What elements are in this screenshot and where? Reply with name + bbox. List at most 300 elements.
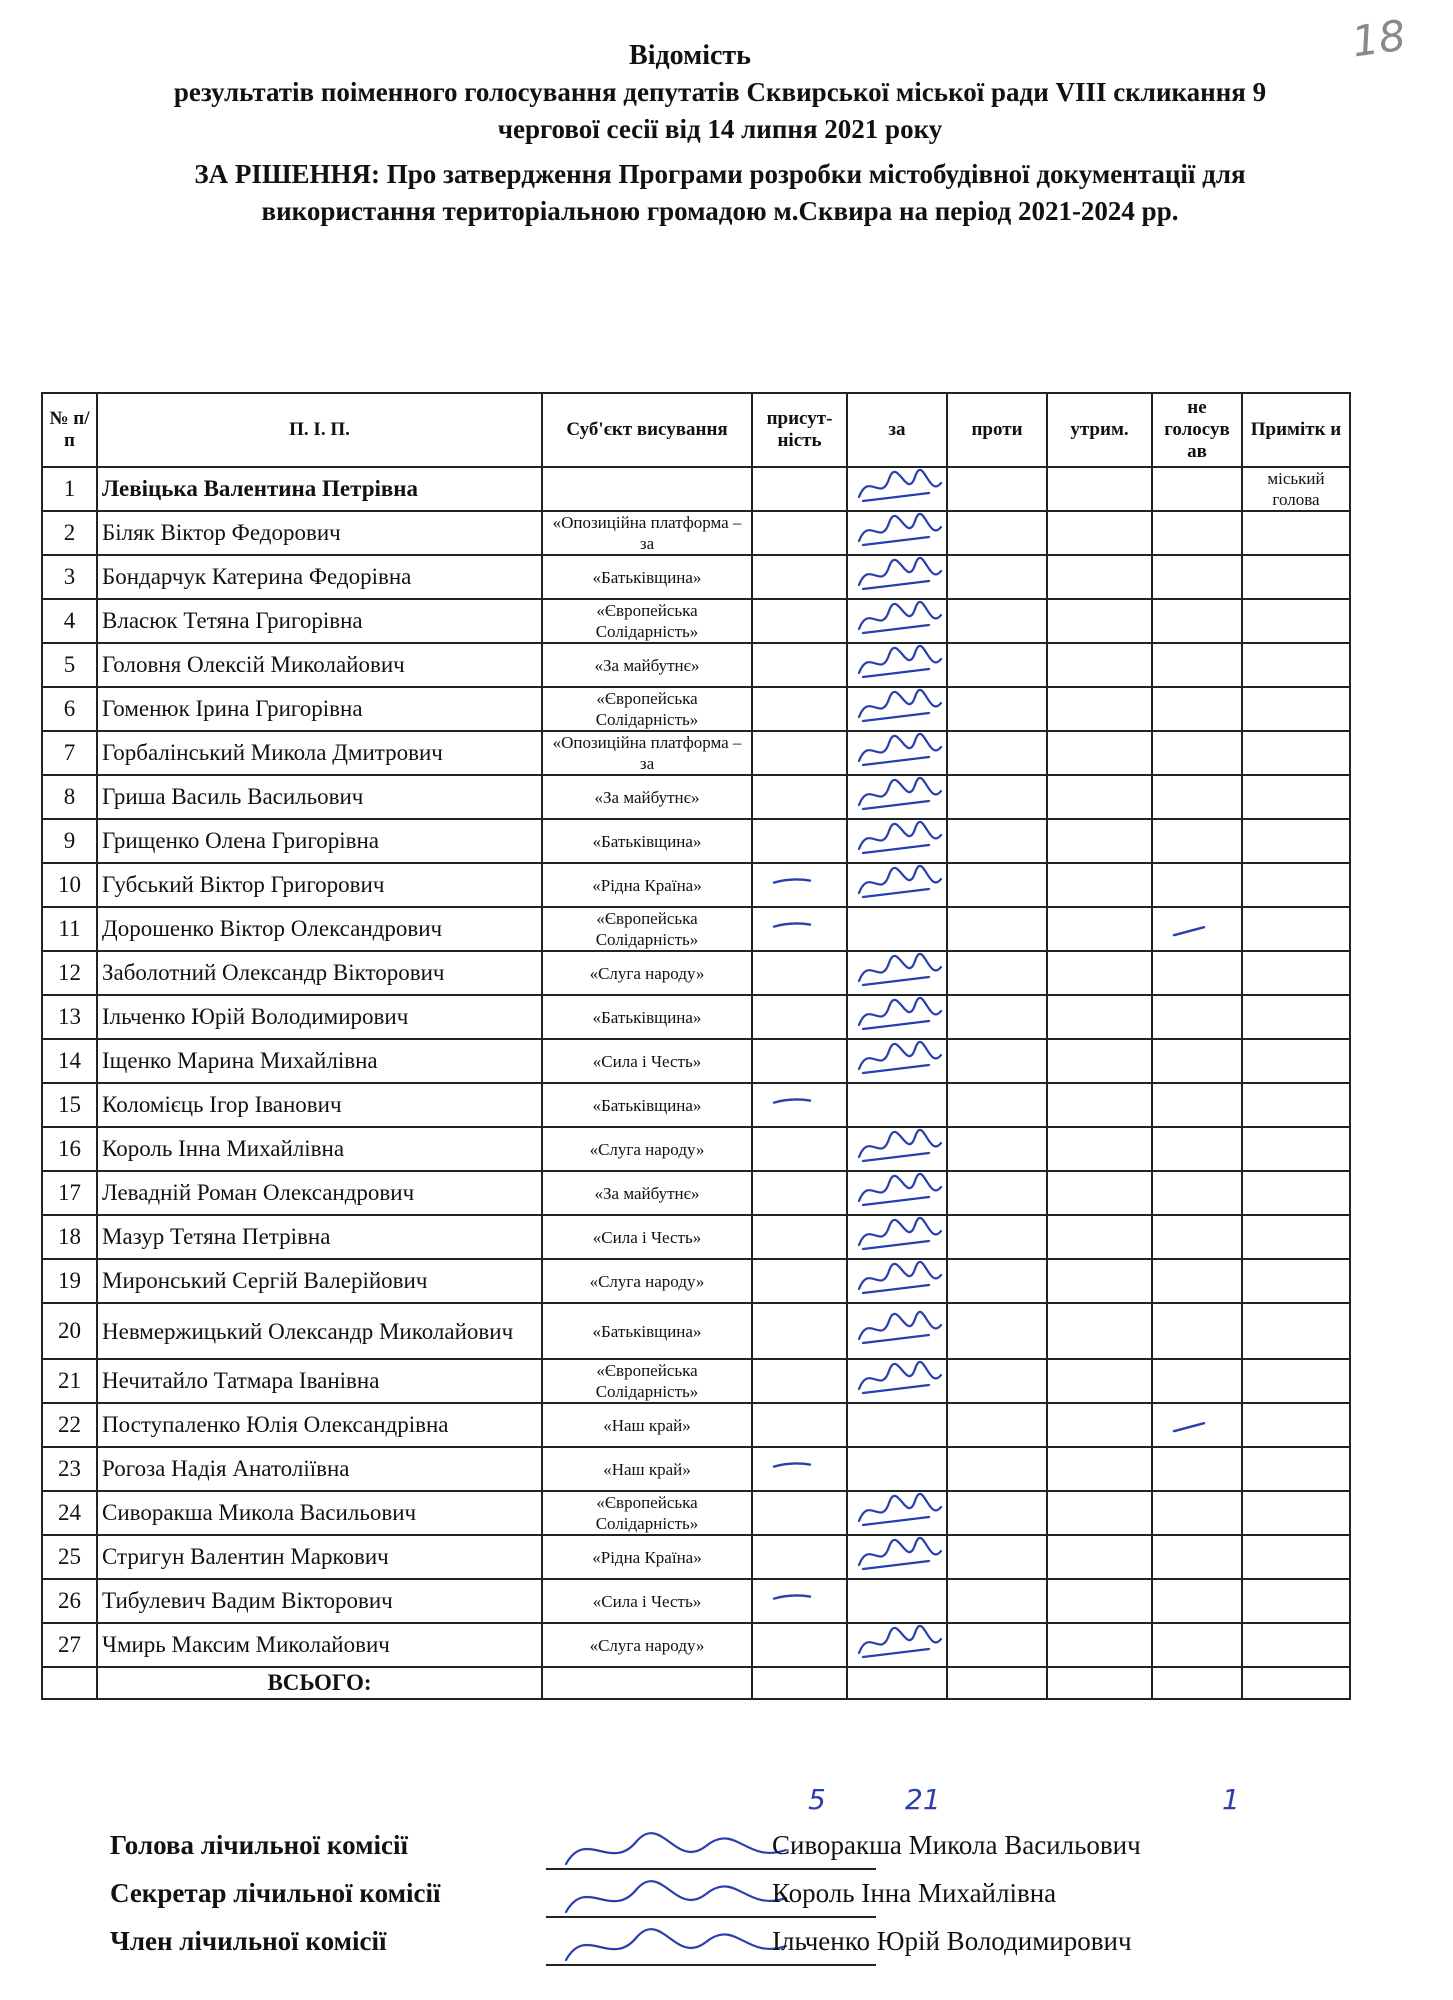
nominating-party: «Батьківщина» — [542, 995, 752, 1039]
vote-for-cell — [847, 643, 947, 687]
note-cell — [1242, 1491, 1350, 1535]
vote-for-cell — [847, 555, 947, 599]
note-cell — [1242, 1579, 1350, 1623]
abstain-cell — [1047, 1215, 1152, 1259]
vote-for-cell — [847, 1491, 947, 1535]
vote-against-cell — [947, 819, 1047, 863]
col-header-party: Суб'єкт висування — [542, 393, 752, 467]
signature-line — [546, 1964, 876, 1966]
abstain-cell — [1047, 1447, 1152, 1491]
vote-against-cell — [947, 1403, 1047, 1447]
decision-line-1: ЗА РІШЕННЯ: Про затвердження Програми розробки містобудівної документації для — [194, 159, 1246, 189]
voting-table — [41, 392, 1351, 1700]
abstain-cell — [1047, 1039, 1152, 1083]
nominating-party: «Батьківщина» — [542, 1303, 752, 1359]
nominating-party: «Опозиційна платформа – за — [542, 731, 752, 775]
deputy-name: Левіцька Валентина Петрівна — [97, 467, 542, 511]
totals-not-voted-cell — [1152, 1667, 1242, 1699]
vote-for-cell — [847, 1303, 947, 1359]
row-number: 7 — [42, 731, 97, 775]
nominating-party: «Слуга народу» — [542, 1127, 752, 1171]
row-number: 12 — [42, 951, 97, 995]
signature-line — [546, 1916, 876, 1918]
vote-for-cell — [847, 1215, 947, 1259]
abstain-cell — [1047, 1579, 1152, 1623]
presence-cell — [752, 995, 847, 1039]
table-row — [42, 1447, 1350, 1491]
abstain-cell — [1047, 555, 1152, 599]
commission-role: Член лічильної комісії — [110, 1926, 387, 1956]
vote-for-cell — [847, 467, 947, 511]
presence-cell — [752, 819, 847, 863]
vote-for-cell — [847, 1127, 947, 1171]
vote-against-cell — [947, 1303, 1047, 1359]
row-number: 8 — [42, 775, 97, 819]
row-number: 25 — [42, 1535, 97, 1579]
table-row — [42, 643, 1350, 687]
not-voted-cell — [1152, 1579, 1242, 1623]
nominating-party: «Опозиційна платформа – за — [542, 511, 752, 555]
row-number: 1 — [42, 467, 97, 511]
table-row — [42, 1359, 1350, 1403]
presence-cell — [752, 643, 847, 687]
presence-cell — [752, 599, 847, 643]
handwritten-total-presence: 5 — [808, 1783, 826, 1816]
abstain-cell — [1047, 819, 1152, 863]
not-voted-cell — [1152, 1259, 1242, 1303]
note-cell — [1242, 1303, 1350, 1359]
abstain-cell — [1047, 951, 1152, 995]
note-cell — [1242, 1259, 1350, 1303]
subtitle-line-1: результатів поіменного голосування депутатів Сквирської міської ради VIII скликання 9 — [173, 77, 1267, 107]
deputy-name: Чмирь Максим Миколайович — [97, 1623, 542, 1667]
vote-for-cell — [847, 687, 947, 731]
row-number: 6 — [42, 687, 97, 731]
note-cell — [1242, 907, 1350, 951]
deputy-name: Сиворакша Микола Васильович — [97, 1491, 542, 1535]
abstain-cell — [1047, 511, 1152, 555]
vote-for-cell — [847, 1623, 947, 1667]
vote-for-cell — [847, 1039, 947, 1083]
table-row — [42, 1083, 1350, 1127]
presence-cell — [752, 907, 847, 951]
subtitle-line-2: чергової сесії від 14 липня 2021 року — [497, 114, 943, 144]
vote-for-cell — [847, 1171, 947, 1215]
table-row — [42, 1623, 1350, 1667]
note-cell — [1242, 555, 1350, 599]
not-voted-cell — [1152, 1083, 1242, 1127]
nominating-party: «За майбутнє» — [542, 1171, 752, 1215]
note-cell — [1242, 1447, 1350, 1491]
commission-role: Голова лічильної комісії — [110, 1830, 408, 1860]
presence-cell — [752, 863, 847, 907]
col-header-against: проти — [947, 393, 1047, 467]
commission-role: Секретар лічильної комісії — [110, 1878, 441, 1908]
abstain-cell — [1047, 1259, 1152, 1303]
note-cell — [1242, 1171, 1350, 1215]
totals-empty-cell — [542, 1667, 752, 1699]
nominating-party: «Європейська Солідарність» — [542, 687, 752, 731]
not-voted-cell — [1152, 599, 1242, 643]
deputy-name: Заболотний Олександр Вікторович — [97, 951, 542, 995]
abstain-cell — [1047, 1491, 1152, 1535]
not-voted-cell — [1152, 1215, 1242, 1259]
presence-cell — [752, 1623, 847, 1667]
row-number: 11 — [42, 907, 97, 951]
row-number: 4 — [42, 599, 97, 643]
commission-row-chair — [110, 1830, 1390, 1878]
vote-for-cell — [847, 1579, 947, 1623]
deputy-name: Тибулевич Вадим Вікторович — [97, 1579, 542, 1623]
vote-against-cell — [947, 687, 1047, 731]
note-cell — [1242, 731, 1350, 775]
deputy-name: Мазур Тетяна Петрівна — [97, 1215, 542, 1259]
note-cell — [1242, 995, 1350, 1039]
table-row — [42, 819, 1350, 863]
deputy-name: Король Інна Михайлівна — [97, 1127, 542, 1171]
row-number: 14 — [42, 1039, 97, 1083]
table-row — [42, 1535, 1350, 1579]
table-row — [42, 1127, 1350, 1171]
not-voted-cell — [1152, 1623, 1242, 1667]
row-number: 18 — [42, 1215, 97, 1259]
presence-cell — [752, 1535, 847, 1579]
note-cell — [1242, 1359, 1350, 1403]
nominating-party — [542, 467, 752, 511]
totals-label: ВСЬОГО: — [97, 1667, 542, 1699]
vote-against-cell — [947, 1171, 1047, 1215]
nominating-party: «Європейська Солідарність» — [542, 907, 752, 951]
deputy-name: Головня Олексій Миколайович — [97, 643, 542, 687]
presence-cell — [752, 1215, 847, 1259]
vote-against-cell — [947, 951, 1047, 995]
row-number: 17 — [42, 1171, 97, 1215]
decision-line-2: використання територіальною громадою м.Сквира на період 2021-2024 рр. — [261, 196, 1179, 226]
table-row — [42, 1303, 1350, 1359]
note-cell: міський голова — [1242, 467, 1350, 511]
table-row — [42, 1259, 1350, 1303]
table-row — [42, 467, 1350, 511]
table-row — [42, 687, 1350, 731]
col-header-notes: Примітк и — [1242, 393, 1350, 467]
totals-empty-cell — [947, 1667, 1047, 1699]
presence-cell — [752, 775, 847, 819]
not-voted-cell — [1152, 1127, 1242, 1171]
col-header-abstain: утрим. — [1047, 393, 1152, 467]
deputy-name: Губський Віктор Григорович — [97, 863, 542, 907]
totals-for-cell — [847, 1667, 947, 1699]
not-voted-cell — [1152, 1535, 1242, 1579]
commission-row-member — [110, 1926, 1390, 1974]
abstain-cell — [1047, 643, 1152, 687]
nominating-party: «Європейська Солідарність» — [542, 1359, 752, 1403]
vote-against-cell — [947, 511, 1047, 555]
commission-member-name: Ільченко Юрій Володимирович — [772, 1926, 1132, 1956]
abstain-cell — [1047, 687, 1152, 731]
not-voted-cell — [1152, 863, 1242, 907]
vote-for-cell — [847, 907, 947, 951]
abstain-cell — [1047, 1083, 1152, 1127]
not-voted-cell — [1152, 1171, 1242, 1215]
abstain-cell — [1047, 1623, 1152, 1667]
not-voted-cell — [1152, 995, 1242, 1039]
vote-against-cell — [947, 643, 1047, 687]
col-header-not-voted: не голосув ав — [1152, 393, 1242, 467]
nominating-party: «Рідна Країна» — [542, 1535, 752, 1579]
vote-for-cell — [847, 731, 947, 775]
nominating-party: «Сила і Честь» — [542, 1579, 752, 1623]
row-number: 23 — [42, 1447, 97, 1491]
row-number: 3 — [42, 555, 97, 599]
vote-against-cell — [947, 467, 1047, 511]
abstain-cell — [1047, 1171, 1152, 1215]
nominating-party: «За майбутнє» — [542, 643, 752, 687]
not-voted-cell — [1152, 555, 1242, 599]
vote-against-cell — [947, 1039, 1047, 1083]
presence-cell — [752, 731, 847, 775]
vote-for-cell — [847, 951, 947, 995]
totals-row — [42, 1667, 1350, 1699]
note-cell — [1242, 1623, 1350, 1667]
note-cell — [1242, 1039, 1350, 1083]
deputy-name: Стригун Валентин Маркович — [97, 1535, 542, 1579]
presence-cell — [752, 555, 847, 599]
vote-against-cell — [947, 1623, 1047, 1667]
vote-for-cell — [847, 599, 947, 643]
row-number: 16 — [42, 1127, 97, 1171]
abstain-cell — [1047, 1403, 1152, 1447]
commission-row-secretary — [110, 1878, 1390, 1926]
deputy-name: Грищенко Олена Григорівна — [97, 819, 542, 863]
presence-cell — [752, 1171, 847, 1215]
table-body — [42, 467, 1350, 1667]
vote-for-cell — [847, 1083, 947, 1127]
vote-for-cell — [847, 1359, 947, 1403]
deputy-name: Бондарчук Катерина Федорівна — [97, 555, 542, 599]
note-cell — [1242, 863, 1350, 907]
abstain-cell — [1047, 775, 1152, 819]
presence-cell — [752, 951, 847, 995]
row-number: 21 — [42, 1359, 97, 1403]
vote-for-cell — [847, 1259, 947, 1303]
row-number: 20 — [42, 1303, 97, 1359]
row-number: 26 — [42, 1579, 97, 1623]
counting-commission — [110, 1830, 1390, 1974]
vote-for-cell — [847, 1403, 947, 1447]
abstain-cell — [1047, 1535, 1152, 1579]
vote-for-cell — [847, 1535, 947, 1579]
deputy-name: Ільченко Юрій Володимирович — [97, 995, 542, 1039]
note-cell — [1242, 643, 1350, 687]
vote-against-cell — [947, 907, 1047, 951]
not-voted-cell — [1152, 511, 1242, 555]
vote-against-cell — [947, 995, 1047, 1039]
nominating-party: «Європейська Солідарність» — [542, 1491, 752, 1535]
abstain-cell — [1047, 907, 1152, 951]
row-number: 9 — [42, 819, 97, 863]
vote-against-cell — [947, 1215, 1047, 1259]
not-voted-cell — [1152, 775, 1242, 819]
not-voted-cell — [1152, 1447, 1242, 1491]
deputy-name: Миронський Сергій Валерійович — [97, 1259, 542, 1303]
table-row — [42, 1215, 1350, 1259]
presence-cell — [752, 1083, 847, 1127]
vote-for-cell — [847, 511, 947, 555]
col-header-number: № п/п — [42, 393, 97, 467]
totals-empty-cell — [1242, 1667, 1350, 1699]
deputy-name: Гриша Василь Васильович — [97, 775, 542, 819]
table-row — [42, 1579, 1350, 1623]
vote-for-cell — [847, 863, 947, 907]
presence-cell — [752, 511, 847, 555]
table-row — [42, 1039, 1350, 1083]
deputy-name: Власюк Тетяна Григорівна — [97, 599, 542, 643]
presence-cell — [752, 1403, 847, 1447]
vote-against-cell — [947, 1127, 1047, 1171]
vote-against-cell — [947, 775, 1047, 819]
col-header-name: П. І. П. — [97, 393, 542, 467]
table-row — [42, 951, 1350, 995]
presence-cell — [752, 1039, 847, 1083]
note-cell — [1242, 951, 1350, 995]
presence-cell — [752, 1303, 847, 1359]
signature-line — [546, 1868, 876, 1870]
deputy-name: Поступаленко Юлія Олександрівна — [97, 1403, 542, 1447]
nominating-party: «Слуга народу» — [542, 951, 752, 995]
abstain-cell — [1047, 599, 1152, 643]
row-number: 27 — [42, 1623, 97, 1667]
nominating-party: «Рідна Країна» — [542, 863, 752, 907]
not-voted-cell — [1152, 1491, 1242, 1535]
abstain-cell — [1047, 863, 1152, 907]
row-number: 5 — [42, 643, 97, 687]
totals-empty-cell — [1047, 1667, 1152, 1699]
note-cell — [1242, 1535, 1350, 1579]
abstain-cell — [1047, 731, 1152, 775]
table-row — [42, 1171, 1350, 1215]
row-number: 19 — [42, 1259, 97, 1303]
row-number: 10 — [42, 863, 97, 907]
presence-cell — [752, 1359, 847, 1403]
vote-for-cell — [847, 1447, 947, 1491]
presence-cell — [752, 1579, 847, 1623]
row-number: 15 — [42, 1083, 97, 1127]
not-voted-cell — [1152, 687, 1242, 731]
vote-against-cell — [947, 555, 1047, 599]
abstain-cell — [1047, 995, 1152, 1039]
table-row — [42, 511, 1350, 555]
deputy-name: Дорошенко Віктор Олександрович — [97, 907, 542, 951]
presence-cell — [752, 467, 847, 511]
note-cell — [1242, 687, 1350, 731]
row-number: 13 — [42, 995, 97, 1039]
vote-against-cell — [947, 599, 1047, 643]
vote-against-cell — [947, 1359, 1047, 1403]
note-cell — [1242, 511, 1350, 555]
vote-against-cell — [947, 1083, 1047, 1127]
vote-against-cell — [947, 1579, 1047, 1623]
col-header-presence: присут-ність — [752, 393, 847, 467]
nominating-party: «Слуга народу» — [542, 1623, 752, 1667]
vote-for-cell — [847, 995, 947, 1039]
not-voted-cell — [1152, 1039, 1242, 1083]
not-voted-cell — [1152, 819, 1242, 863]
note-cell — [1242, 1127, 1350, 1171]
vote-against-cell — [947, 1535, 1047, 1579]
not-voted-cell — [1152, 951, 1242, 995]
handwritten-total-for: 21 — [905, 1783, 941, 1816]
not-voted-cell — [1152, 643, 1242, 687]
presence-cell — [752, 1447, 847, 1491]
commission-member-name: Король Інна Михайлівна — [772, 1878, 1057, 1908]
deputy-name: Левадній Роман Олександрович — [97, 1171, 542, 1215]
note-cell — [1242, 1083, 1350, 1127]
deputy-name: Нечитайло Татмара Іванівна — [97, 1359, 542, 1403]
nominating-party: «Батьківщина» — [542, 555, 752, 599]
not-voted-cell — [1152, 731, 1242, 775]
abstain-cell — [1047, 1127, 1152, 1171]
presence-cell — [752, 687, 847, 731]
deputy-name: Іщенко Марина Михайлівна — [97, 1039, 542, 1083]
nominating-party: «Наш край» — [542, 1403, 752, 1447]
deputy-name: Рогоза Надія Анатоліївна — [97, 1447, 542, 1491]
presence-cell — [752, 1259, 847, 1303]
not-voted-cell — [1152, 467, 1242, 511]
nominating-party: «Слуга народу» — [542, 1259, 752, 1303]
table-row — [42, 555, 1350, 599]
row-number: 2 — [42, 511, 97, 555]
abstain-cell — [1047, 467, 1152, 511]
nominating-party: «Наш край» — [542, 1447, 752, 1491]
not-voted-cell — [1152, 907, 1242, 951]
nominating-party: «Сила і Честь» — [542, 1215, 752, 1259]
abstain-cell — [1047, 1359, 1152, 1403]
vote-for-cell — [847, 775, 947, 819]
presence-cell — [752, 1491, 847, 1535]
col-header-for: за — [847, 393, 947, 467]
row-number: 22 — [42, 1403, 97, 1447]
page-number: 18 — [1348, 10, 1409, 67]
nominating-party: «Батьківщина» — [542, 819, 752, 863]
vote-for-cell — [847, 819, 947, 863]
nominating-party: «Сила і Честь» — [542, 1039, 752, 1083]
deputy-name: Біляк Віктор Федорович — [97, 511, 542, 555]
table-row — [42, 1491, 1350, 1535]
commission-member-name: Сиворакша Микола Васильович — [772, 1830, 1141, 1860]
table-row — [42, 995, 1350, 1039]
vote-against-cell — [947, 1259, 1047, 1303]
nominating-party: «За майбутнє» — [542, 775, 752, 819]
nominating-party: «Батьківщина» — [542, 1083, 752, 1127]
nominating-party: «Європейська Солідарність» — [542, 599, 752, 643]
note-cell — [1242, 599, 1350, 643]
deputy-name: Горбалінський Микола Дмитрович — [97, 731, 542, 775]
note-cell — [1242, 1215, 1350, 1259]
table-row — [42, 1403, 1350, 1447]
document-title: Відомість — [629, 40, 751, 71]
deputy-name: Гоменюк Ірина Григорівна — [97, 687, 542, 731]
not-voted-cell — [1152, 1403, 1242, 1447]
document-header — [40, 38, 1400, 230]
not-voted-cell — [1152, 1359, 1242, 1403]
abstain-cell — [1047, 1303, 1152, 1359]
vote-against-cell — [947, 731, 1047, 775]
table-row — [42, 599, 1350, 643]
presence-cell — [752, 1127, 847, 1171]
not-voted-cell — [1152, 1303, 1242, 1359]
note-cell — [1242, 819, 1350, 863]
handwritten-total-not-voted: 1 — [1222, 1783, 1240, 1816]
